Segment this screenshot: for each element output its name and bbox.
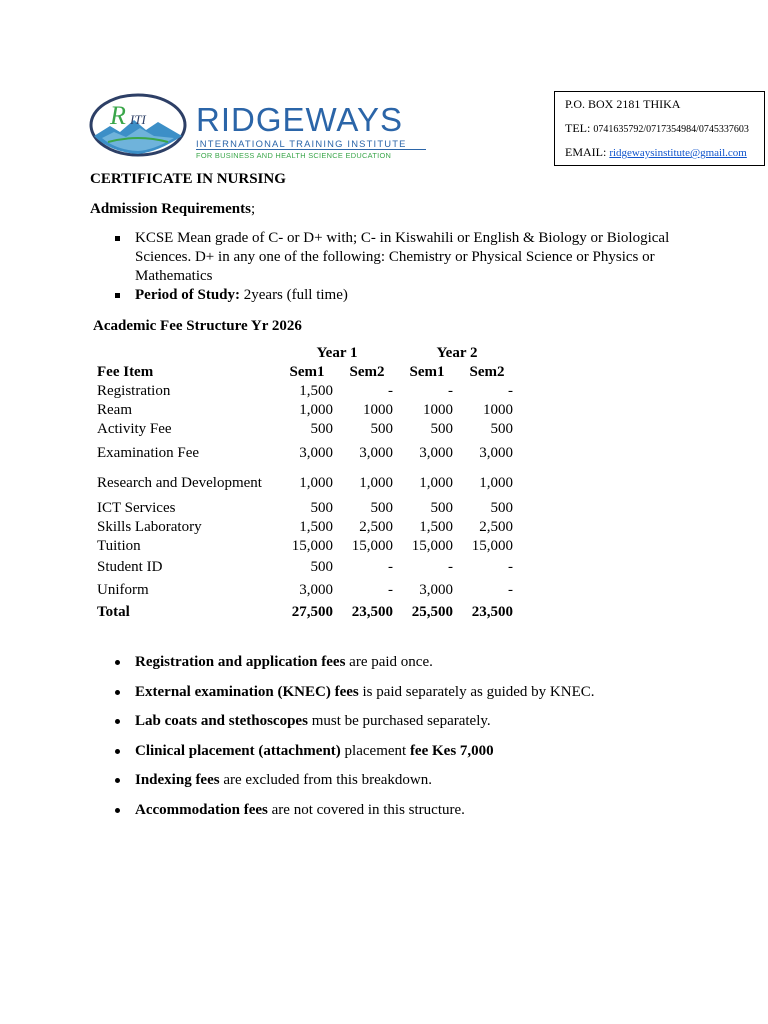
- list-item: [112, 650, 732, 680]
- list-item: [112, 229, 692, 286]
- note-bold: Registration and application fees: [135, 654, 346, 670]
- table-row: [93, 499, 517, 518]
- total-y1s1: 27,500: [291, 604, 333, 620]
- note-bold: External examination (KNEC) fees: [135, 683, 359, 700]
- list-item: [112, 709, 732, 739]
- year2-header: Year 2: [436, 345, 478, 361]
- fee-y2s2: 3,000: [479, 445, 513, 461]
- fee-y1s2: 500: [370, 500, 393, 516]
- institute-logo: [88, 92, 428, 160]
- fee-item: Skills Laboratory: [97, 519, 202, 535]
- fee-y2s1: -: [448, 383, 453, 399]
- fee-y2s2: 500: [490, 421, 513, 437]
- fee-y1s2: -: [388, 582, 393, 598]
- fee-y2s1: -: [448, 559, 453, 575]
- y2-sem2-header: Sem2: [469, 364, 505, 380]
- requirement-line-3: Mathematics: [135, 268, 213, 284]
- list-item: [112, 739, 732, 769]
- fee-item: Registration: [97, 383, 171, 399]
- fee-y1s1: 500: [310, 500, 333, 516]
- note-text: are excluded from this breakdown.: [219, 772, 433, 789]
- table-row: [93, 401, 517, 420]
- fee-item: Tuition: [97, 538, 141, 554]
- email-link[interactable]: ridgewaysinstitute@gmail.com: [609, 147, 747, 159]
- po-box: P.O. BOX 2181 THIKA: [565, 97, 681, 111]
- table-row: [93, 420, 517, 439]
- fee-item: Ream: [97, 402, 132, 418]
- logo-tagline: FOR BUSINESS AND HEALTH SCIENCE EDUCATION: [196, 151, 392, 160]
- total-y2s1: 25,500: [411, 604, 453, 620]
- table-row: [93, 468, 517, 499]
- total-y1s2: 23,500: [351, 604, 393, 620]
- period-label: Period of Study:: [135, 287, 240, 303]
- email-line: [565, 145, 747, 160]
- fee-y1s2: 3,000: [359, 445, 393, 461]
- fee-y1s2: 1000: [363, 402, 393, 418]
- note-text: are paid once.: [345, 654, 433, 670]
- fee-structure-heading: Academic Fee Structure Yr 2026: [93, 318, 302, 334]
- logo-name: RIDGEWAYS: [196, 101, 404, 138]
- table-row: [93, 556, 517, 579]
- fee-y2s1: 500: [430, 500, 453, 516]
- fee-y1s1: 1,000: [299, 402, 333, 418]
- fee-y2s2: -: [508, 582, 513, 598]
- fee-y1s2: -: [388, 559, 393, 575]
- fee-y1s1: 500: [310, 559, 333, 575]
- admission-heading: Admission Requirements: [90, 201, 251, 217]
- table-header-semesters: [93, 363, 517, 382]
- fee-y2s1: 1,500: [419, 519, 453, 535]
- fee-y2s2: -: [508, 559, 513, 575]
- fee-y1s1: 3,000: [299, 582, 333, 598]
- admission-heading-suffix: ;: [251, 201, 256, 217]
- note-bold: Clinical placement (attachment): [135, 742, 341, 759]
- y1-sem1-header: Sem1: [289, 364, 325, 380]
- fee-item: Research and Development: [97, 475, 262, 491]
- email-label: EMAIL:: [565, 145, 607, 159]
- logo-subtitle: INTERNATIONAL TRAINING INSTITUTE: [196, 138, 426, 150]
- table-total-row: [93, 602, 517, 622]
- note-text: is paid separately as guided by KNEC.: [358, 683, 595, 700]
- fee-y2s1: 3,000: [419, 445, 453, 461]
- fee-notes-list: [112, 650, 732, 828]
- note-bold: Accommodation fees: [135, 801, 268, 818]
- svg-text:R: R: [110, 101, 126, 130]
- admission-heading-line: [90, 201, 255, 218]
- fee-y1s2: 1,000: [359, 475, 393, 491]
- list-item: [112, 768, 732, 798]
- svg-text:ITI: ITI: [130, 112, 146, 127]
- list-item: [112, 286, 692, 305]
- table-row: [93, 579, 517, 602]
- note-bold-fee: fee Kes 7,000: [409, 742, 494, 759]
- fee-y1s1: 1,500: [299, 383, 333, 399]
- fee-item: Student ID: [97, 559, 163, 575]
- note-text: placement: [340, 742, 410, 759]
- fee-y1s2: 2,500: [359, 519, 393, 535]
- table-row: [93, 537, 517, 556]
- fee-item: Activity Fee: [97, 421, 172, 437]
- period-value: 2years (full time): [240, 287, 348, 303]
- table-header-years: [93, 344, 517, 363]
- tel-label: TEL:: [565, 121, 591, 135]
- note-bold: Indexing fees: [135, 772, 220, 789]
- year1-header: Year 1: [316, 345, 358, 361]
- total-y2s2: 23,500: [471, 604, 513, 620]
- telephone-line: [565, 121, 749, 136]
- fee-y1s1: 500: [310, 421, 333, 437]
- fee-y1s1: 1,500: [299, 519, 333, 535]
- note-text: must be purchased separately.: [307, 713, 491, 730]
- admission-requirements-list: [112, 229, 692, 305]
- fee-y1s1: 1,000: [299, 475, 333, 491]
- total-label: Total: [97, 604, 130, 620]
- y2-sem1-header: Sem1: [409, 364, 445, 380]
- page-title: CERTIFICATE IN NURSING: [90, 171, 286, 187]
- fee-item: Uniform: [97, 582, 149, 598]
- fee-y2s1: 15,000: [411, 538, 453, 554]
- fee-y2s1: 500: [430, 421, 453, 437]
- fee-y1s1: 15,000: [291, 538, 333, 554]
- riti-emblem-icon: [88, 92, 188, 158]
- fee-y2s2: 15,000: [471, 538, 513, 554]
- fee-y2s1: 1000: [423, 402, 453, 418]
- requirement-line-2: Sciences. D+ in any one of the following: Chemistry or Physical Science or Physics or: [135, 249, 655, 265]
- fee-y2s2: -: [508, 383, 513, 399]
- contact-box: [554, 91, 765, 166]
- fee-y2s1: 3,000: [419, 582, 453, 598]
- fee-item: Examination Fee: [97, 445, 200, 461]
- fee-y2s2: 1,000: [479, 475, 513, 491]
- fee-y1s2: -: [388, 383, 393, 399]
- fee-y2s1: 1,000: [419, 475, 453, 491]
- fee-y1s2: 15,000: [351, 538, 393, 554]
- list-item: [112, 798, 732, 828]
- fee-y1s1: 3,000: [299, 445, 333, 461]
- tel-numbers: 0741635792/0717354984/0745337603: [593, 124, 749, 135]
- note-bold: Lab coats and stethoscopes: [135, 713, 308, 730]
- requirement-line-1: KCSE Mean grade of C- or D+ with; C- in Kiswahili or English & Biology or Biological: [135, 230, 670, 246]
- y1-sem2-header: Sem2: [349, 364, 385, 380]
- table-row: [93, 518, 517, 537]
- fee-y2s2: 500: [490, 500, 513, 516]
- fee-item-header: Fee Item: [97, 364, 154, 380]
- table-row: [93, 382, 517, 401]
- fee-y1s2: 500: [370, 421, 393, 437]
- note-text: are not covered in this structure.: [267, 801, 465, 818]
- list-item: [112, 680, 732, 710]
- fee-item: ICT Services: [97, 500, 176, 516]
- fee-y2s2: 2,500: [479, 519, 513, 535]
- table-row: [93, 439, 517, 468]
- fee-y2s2: 1000: [483, 402, 513, 418]
- fee-table: [93, 344, 517, 622]
